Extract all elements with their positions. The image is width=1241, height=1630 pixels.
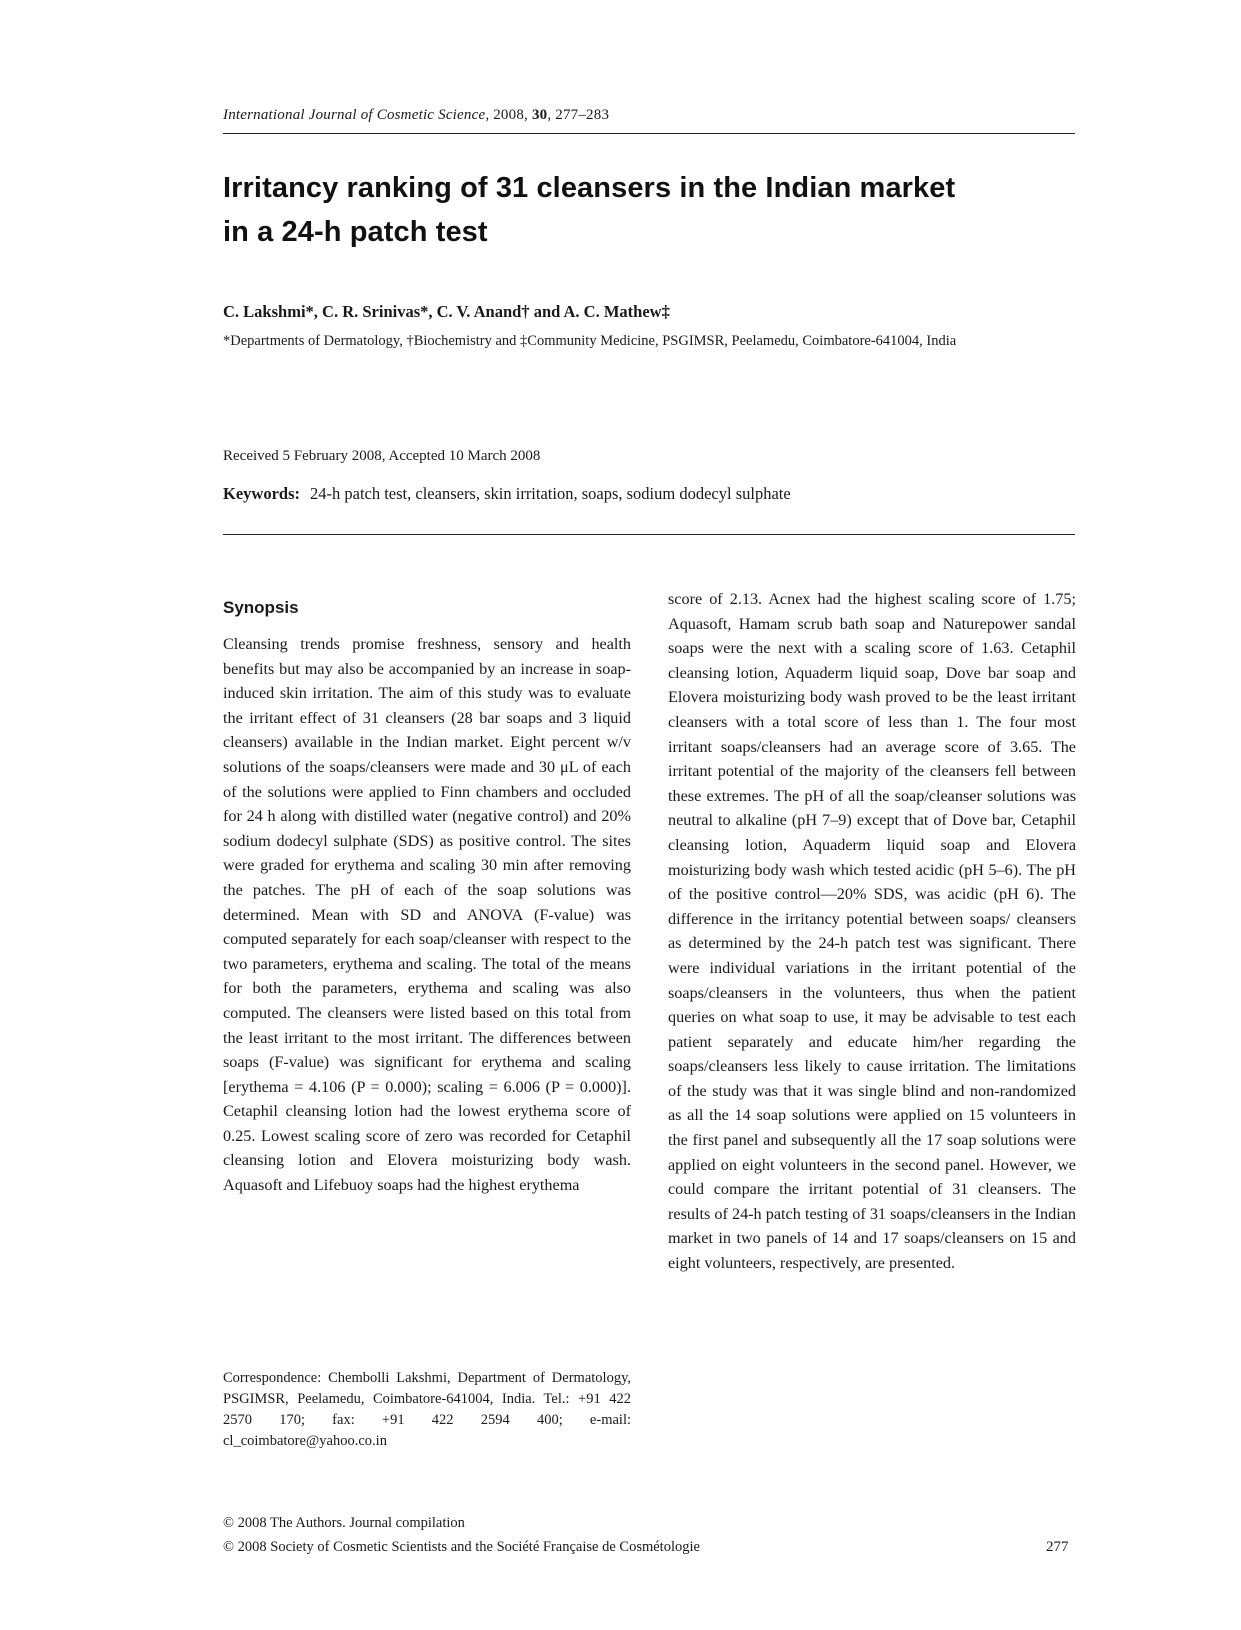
synopsis-right-column: score of 2.13. Acnex had the highest scaling score of 1.75; Aquasoft, Hamam scrub bath soap and Naturepower sandal soaps were the next with a scaling score of 1.63. Cetaphil cleansing lotion, Aquaderm liquid soap, Dove bar soap and Elovera moisturizing body wash proved to be the least irritant cleansers with a total score of less than 1. The four most irritant soaps/cleansers had an average score of 3.65. The irritant potential of the majority of the cleansers fell between these extremes. The pH of all the soap/cleanser solutions was neutral to alkaline (pH 7–9) except that of Dove bar, Cetaphil cleansing lotion, Aquaderm liquid soap and Elovera moisturizing body wash which tested acidic (pH 5–6). The pH of the positive control—20% SDS, was acidic (pH 6). The difference in the irritancy potential between soaps/ cleansers as determined by the 24-h patch test was significant. There were individual variations in the irritant potential of the soaps/cleansers in the volunteers, thus when the patient queries on what soap to use, it may be advisable to test each patient separately and educate him/her regarding the soaps/cleansers less likely to cause irritation. The limitations of the study was that it was single blind and non-randomized as all the 14 soap solutions were applied on 15 volunteers in the first panel and subsequently all the 17 soap solutions were applied on eight volunteers in the second panel. However, we could compare the irritant potential of 31 cleansers. The results of 24-h patch testing of 31 soaps/cleansers in the Indian market in two panels of 14 and 17 soaps/cleansers on 15 and eight volunteers, respectively, are presented. (668, 590, 1076, 1273)
header-rule (223, 133, 1075, 134)
authors: C. Lakshmi*, C. R. Srinivas*, C. V. Anand† and A. C. Mathew‡ (223, 302, 670, 321)
copyright-line-1: © 2008 The Authors. Journal compilation (223, 1515, 465, 1531)
journal-volume: 30 (531, 107, 548, 123)
affiliations: *Departments of Dermatology, †Biochemistry and ‡Community Medicine, PSGIMSR, Peelamedu, Coimbatore-641004, India (223, 333, 957, 349)
journal-pages: , 277–283 (547, 107, 610, 123)
synopsis-left-column: Cleansing trends promise freshness, sensory and health benefits but may also be accompanied by an increase in soap-induced skin irritation. The aim of this study was to evaluate the irritant effect of 31 cleansers (28 bar soaps and 3 liquid cleansers) available in the Indian market. Eight percent w/v solutions of the soaps/cleansers were made and 30 μL of each of the solutions were applied to Finn chambers and occluded for 24 h along with distilled water (negative control) and 20% sodium dodecyl sulphate (SDS) as positive control. The sites were graded for erythema and scaling 30 min after removing the patches. The pH of each of the soap solutions was determined. Mean with SD and ANOVA (F-value) was computed separately for each soap/cleanser with respect to the two parameters, erythema and scaling. The total of the means for both the parameters, erythema and scaling was also computed. The cleansers were listed based on this total from the least irritant to the most irritant. The differences between soaps (F-value) was significant for erythema and scaling [erythema = 4.106 (P = 0.000); scaling = 6.006 (P = 0.000)]. Cetaphil cleansing lotion had the lowest erythema score of 0.25. Lowest scaling score of zero was recorded for Cetaphil cleansing lotion and Elovera moisturizing body wash. Aquasoft and Lifebuoy soaps had the highest erythema (223, 635, 631, 1195)
keywords-label: Keywords: (223, 484, 300, 503)
journal-year: , 2008, (485, 107, 532, 123)
keywords-list: 24-h patch test, cleansers, skin irritation, soaps, sodium dodecyl sulphate (310, 484, 791, 503)
page-number: 277 (1046, 1539, 1069, 1555)
synopsis-heading: Synopsis (223, 598, 299, 617)
copyright-line-2: © 2008 Society of Cosmetic Scientists and the Société Française de Cosmétologie (223, 1539, 700, 1555)
title-line-2: in a 24-h patch test (223, 216, 488, 248)
received-dates: Received 5 February 2008, Accepted 10 March 2008 (223, 448, 541, 464)
journal-citation (223, 107, 609, 124)
keywords-rule (223, 534, 1075, 535)
correspondence-note: Correspondence: Chembolli Lakshmi, Department of Dermatology, PSGIMSR, Peelamedu, Coimbatore-641004, India. Tel.: +91 422 2570 170; fax: +91 422 2594 400; e-mail: cl_coimbatore@yahoo.co.in (223, 1370, 631, 1449)
article-title (223, 166, 1083, 254)
keywords (223, 484, 791, 504)
journal-name: International Journal of Cosmetic Science (223, 107, 486, 123)
title-line-1: Irritancy ranking of 31 cleansers in the Indian market (223, 172, 956, 204)
